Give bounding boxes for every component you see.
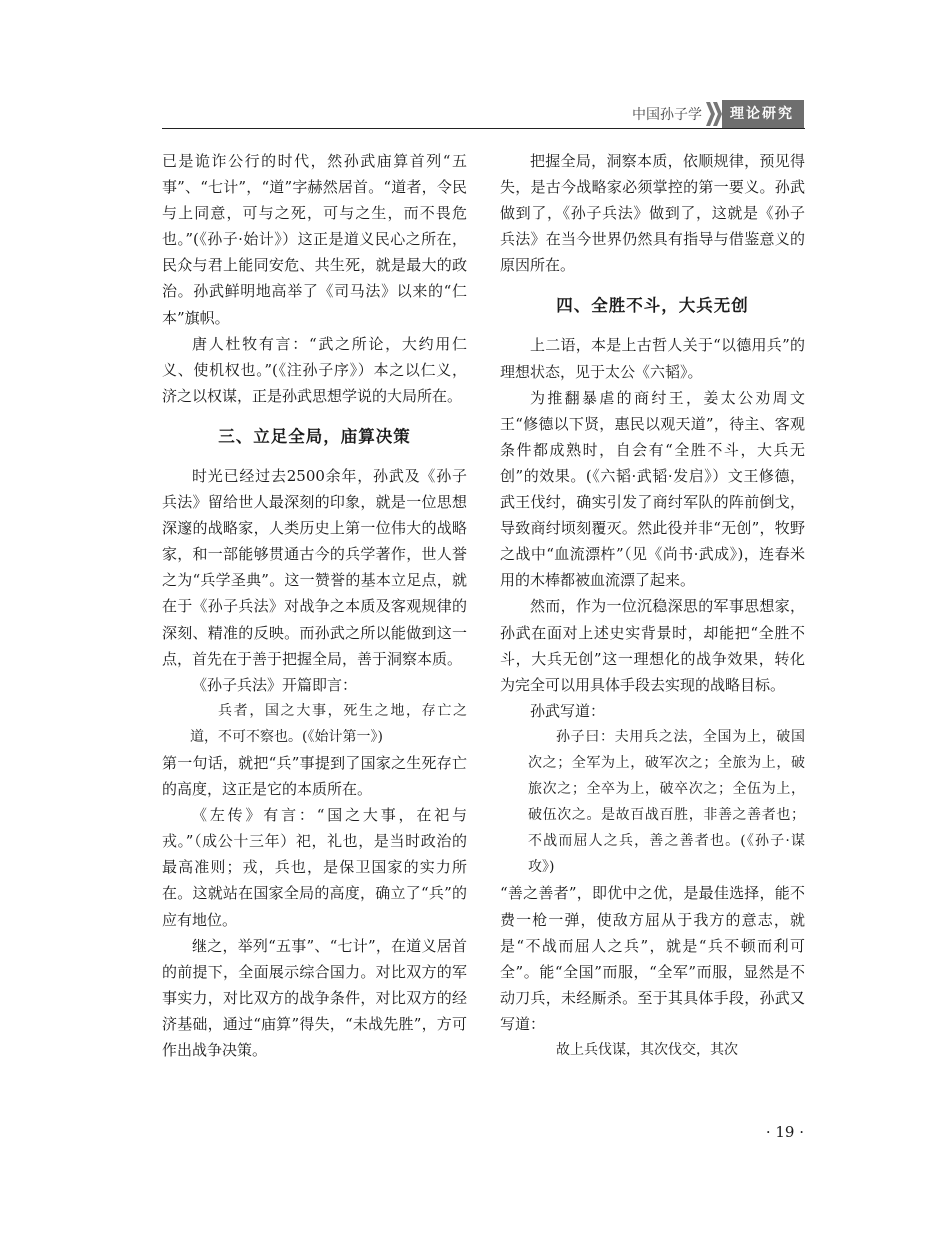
paragraph: 已是诡诈公行的时代，然孙武庙算首列“五事”、“七计”，“道”字赫然居首。“道者，令民与上同意，可与之死，可与之生，而不畏危也。”(《孙子·始计》）这正是道义民心之所在，民众与君上能同安危、共生死，就是最大的政治。孙武鲜明地高举了《司马法》以来的“仁本”旗帜。 xyxy=(162,152,467,327)
left-column xyxy=(162,148,467,1063)
paragraph: 第一句话，就把“兵”事提到了国家之生死存亡的高度，这正是它的本质所在。 xyxy=(162,753,467,799)
paragraph: 把握全局，洞察本质，依顺规律，预见得失，是古今战略家必须掌控的第一要义。孙武做到了，《孙子兵法》做到了，这就是《孙子兵法》在当今世界仍然具有指导与借鉴意义的原因所在。 xyxy=(500,152,805,275)
journal-name: 中国孙子学 xyxy=(632,107,702,123)
header-rule xyxy=(162,128,805,129)
paragraph: 《左传》有言：“国之大事，在祀与戎。”（成公十三年）祀，礼也，是当时政治的最高准则；戎，兵也，是保卫国家的实力所在。这就站在国家全局的高度，确立了“兵”的应有地位。 xyxy=(162,806,467,929)
paragraph: 继之，举列“五事”、“七计”，在道义居首的前提下，全面展示综合国力。对比双方的军事实力，对比双方的战争条件，对比双方的经济基础，通过“庙算”得失，“未战先胜”，方可作出战争决策。 xyxy=(162,936,467,1059)
paragraph: 然而，作为一位沉稳深思的军事思想家，孙武在面对上述史实背景时，却能把“全胜不斗，大兵无创”这一理想化的战争效果，转化为完全可以用具体手段去实现的战略目标。 xyxy=(500,597,805,694)
section-tab: 理论研究 xyxy=(722,100,804,128)
paragraph: “善之善者”，即优中之优，是最佳选择，能不费一枪一弹，使敌方屈从于我方的意志，就是“不战而屈人之兵”，就是“兵不顿而利可全”。能“全国”而服，“全军”而服，显然是不动刀兵，未经厮杀。至于其具体手段，孙武又写道： xyxy=(500,884,805,1033)
block-quote: 故上兵伐谋，其次伐交，其次 xyxy=(556,1042,738,1058)
paragraph: 孙武写道： xyxy=(530,701,606,720)
section-heading-3: 三、立足全局，庙算决策 xyxy=(218,426,411,446)
running-header xyxy=(632,100,804,128)
page-number: · 19 · xyxy=(765,1123,804,1141)
section-heading-4: 四、全胜不斗，大兵无创 xyxy=(556,296,749,316)
block-quote: 兵者，国之大事，死生之地，存亡之道，不可不察也。(《始计第一》) xyxy=(190,702,467,745)
right-column xyxy=(500,148,805,1063)
chevron-icon xyxy=(708,102,722,126)
paragraph: 《孙子兵法》开篇即言： xyxy=(192,675,358,694)
block-quote: 孙子曰：夫用兵之法，全国为上，破国次之；全军为上，破军次之；全旅为上，破旅次之；全卒为上，破卒次之；全伍为上，破伍次之。是故百战百胜，非善之善者也；不战而屈人之兵，善之善者也。(《孙子·谋攻》) xyxy=(528,728,805,876)
paragraph: 为推翻暴虐的商纣王，姜太公劝周文王“修德以下贤，惠民以观天道”，待主、客观条件都成熟时，自会有“全胜不斗，大兵无创”的效果。(《六韬·武韬·发启》）文王修德，武王伐纣，确实引发了商纣军队的阵前倒戈，导致商纣顷刻覆灭。然此役并非“无创”，牧野之战中“血流漂杵”（见《尚书·武成》)，连春米用的木棒都被血流漂了起来。 xyxy=(500,388,805,590)
paragraph: 时光已经过去2500余年，孙武及《孙子兵法》留给世人最深刻的印象，就是一位思想深邃的战略家，人类历史上第一位伟大的战略家，和一部能够贯通古今的兵学著作，世人誉之为“兵学圣典”。这一赞誉的基本立足点，就在于《孙子兵法》对战争之本质及客观规律的深刻、精准的反映。而孙武之所以能做到这一点，首先在于善于把握全局，善于洞察本质。 xyxy=(162,466,467,668)
paragraph: 唐人杜牧有言：“武之所论，大约用仁义、使机权也。”(《注孙子序》）本之以仁义，济之以权谋，正是孙武思想学说的大局所在。 xyxy=(162,334,467,405)
paragraph: 上二语，本是上古哲人关于“以德用兵”的理想状态，见于太公《六韬》。 xyxy=(500,336,805,381)
